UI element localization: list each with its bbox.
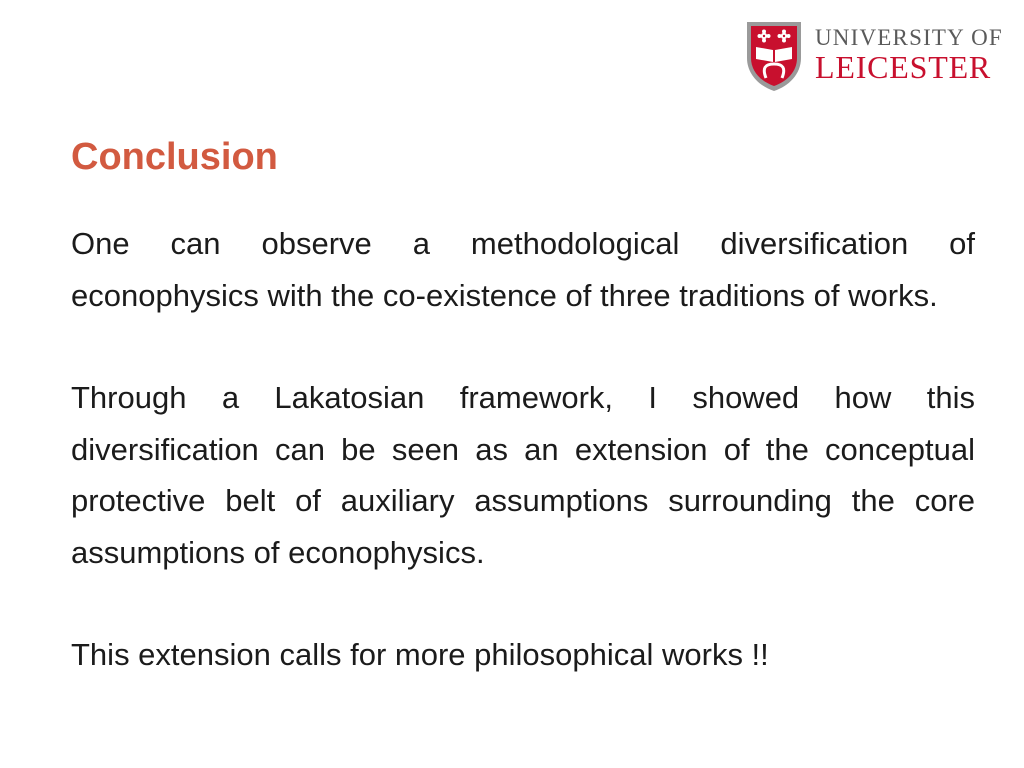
paragraph-lakatosian-framework: Through a Lakatosian framework, I showed how this diversification can be seen as an extension of the conceptual protective belt of auxiliary assumptions surrounding the core assumptions of econophysics. (71, 380, 975, 570)
slide-body (71, 218, 975, 681)
paragraph-call-to-action: This extension calls for more philosophical works !! (71, 637, 769, 672)
logo-university-of: UNIVERSITY OF (815, 25, 1003, 50)
crest-icon (745, 20, 803, 92)
paragraph-diversification: One can observe a methodological diversification of econophysics with the co-existence of three traditions of works. (71, 226, 975, 313)
logo-leicester: LEICESTER (815, 49, 992, 85)
university-logo (745, 20, 1010, 94)
slide-title: Conclusion (71, 136, 278, 178)
